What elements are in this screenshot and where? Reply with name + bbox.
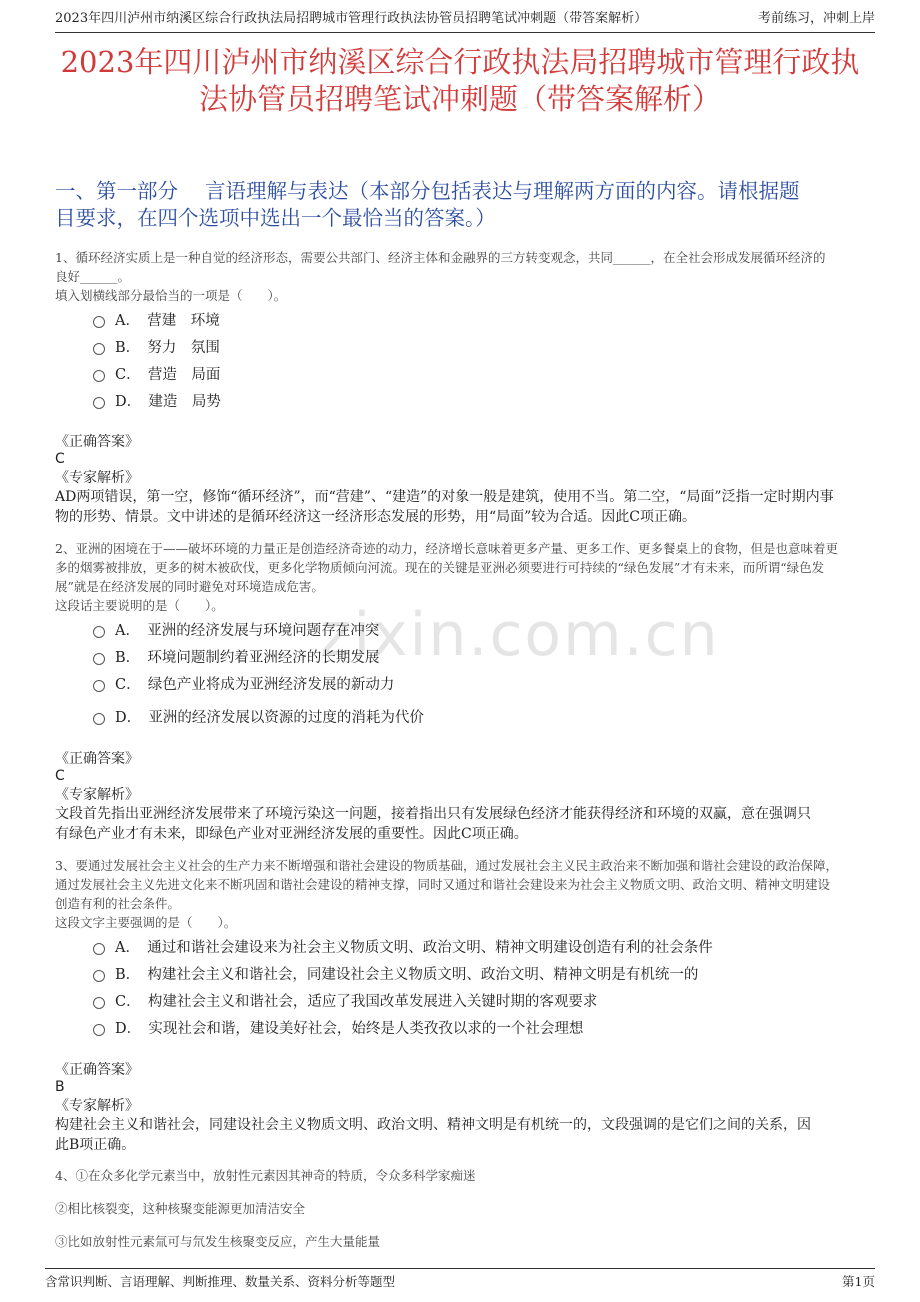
analysis-label: 《专家解析》 [55,787,139,803]
q3-option-a[interactable] [93,936,713,957]
option-label: D． 亚洲的经济发展以资源的过度的消耗为代价 [115,710,424,726]
page-header [55,10,875,33]
answer-value: B [55,1079,65,1095]
radio-icon[interactable] [93,343,105,355]
question-text: 1、循环经济实质上是一种自觉的经济形态，需要公共部门、经济主体和金融界的三方转变观念，共同______，在全社会形成发展循环经济的 [55,250,826,265]
option-label: B． 环境问题制约着亚洲经济的长期发展 [115,650,380,666]
q1-option-a[interactable] [93,309,220,330]
q2-option-c[interactable] [93,673,394,694]
option-label: D． 建造 局势 [115,394,221,410]
section-heading [55,178,865,232]
document-title [40,44,880,118]
analysis-text: 构建社会主义和谐社会，同建设社会主义物质文明、政治文明、精神文明是有机统一的，文段强调的是它们之间的关系，因 [55,1117,811,1133]
question-text: 多的烟雾被排放，更多的树木被砍伐，更多化学物质倾向河流。现在的关键是亚洲必须要进行可持续的“绿色发展”才有未来，而所谓“绿色发 [55,560,825,575]
question-text: 3、要通过发展社会主义社会的生产力来不断增强和谐社会建设的物质基础，通过发展社会主义民主政治来不断加强和谐社会建设的政治保障， [55,858,838,873]
header-slogan: 考前练习，冲刺上岸 [757,11,875,26]
option-label: A． 通过和谐社会建设来为社会主义物质文明、政治文明、精神文明建设创造有利的社会条件 [115,940,713,956]
radio-icon[interactable] [93,626,105,638]
q1-option-d[interactable] [93,390,221,411]
radio-icon[interactable] [93,370,105,382]
question-text: 创造有利的社会条件。 [55,896,181,911]
option-label: D． 实现社会和谐，建设美好社会，始终是人类孜孜以求的一个社会理想 [115,1021,584,1037]
answer-label: 《正确答案》 [55,434,139,450]
analysis-label: 《专家解析》 [55,470,139,486]
q4-line-1: 4、①在众多化学元素当中，放射性元素因其神奇的特质，令众多科学家痴迷 [55,1168,476,1183]
answer-value: C [55,768,65,784]
question-text: 良好______。 [55,269,131,284]
q3-option-b[interactable] [93,963,698,984]
page-footer [45,1268,875,1290]
question-3 [55,856,865,932]
q1-option-c[interactable] [93,363,220,384]
q2-answer-section [55,748,865,844]
answer-label: 《正确答案》 [55,1062,139,1078]
q4-line-3: ③比如放射性元素氚可与氘发生核聚变反应，产生大量能量 [55,1234,381,1249]
question-1 [55,248,865,305]
footer-topics: 含常识判断、言语理解、判断推理、数量关系、资料分析等题型 [45,1274,396,1289]
radio-icon[interactable] [93,943,105,955]
radio-icon[interactable] [93,970,105,982]
header-doc-title: 2023年四川泸州市纳溪区综合行政执法局招聘城市管理行政执法协管员招聘笔试冲刺题（带答案解析） [55,11,648,26]
document-title-line2: 法协管员招聘笔试冲刺题（带答案解析） [198,82,721,116]
question-prompt: 这段文字主要强调的是（ ）。 [55,915,237,930]
analysis-text: 此B项正确。 [55,1137,136,1153]
analysis-text: 有绿色产业才有未来，即绿色产业对亚洲经济发展的重要性。因此C项正确。 [55,826,528,842]
analysis-text: 文段首先指出亚洲经济发展带来了环境污染这一问题，接着指出只有发展绿色经济才能获得经济和环境的双赢，意在强调只 [55,806,811,822]
radio-icon[interactable] [93,316,105,328]
option-label: C． 营造 局面 [115,367,221,383]
analysis-text: AD两项错误，第一空，修饰“循环经济”，而“营建”、“建造”的对象一般是建筑，使用不当。第二空，“局面”泛指一定时期内事 [55,489,834,505]
question-text: 2、亚洲的困境在于——破坏环境的力量正是创造经济奇迹的动力，经济增长意味着更多产量、更多工作、更多餐桌上的食物，但是也意味着更 [55,541,838,556]
question-2 [55,539,865,615]
q3-option-d[interactable] [93,1017,583,1038]
question-text: 展”就是在经济发展的同时避免对环境造成危害。 [55,579,324,594]
question-prompt: 填入划横线部分最恰当的一项是（ ）。 [55,288,287,303]
question-text: 通过发展社会主义先进文化来不断巩固和谐社会建设的精神支撑，同时又通过和谐社会建设来为社会主义物质文明、政治文明、精神文明建设 [55,877,831,892]
option-label: A． 亚洲的经济发展与环境问题存在冲突 [115,623,380,639]
radio-icon[interactable] [93,997,105,1009]
radio-icon[interactable] [93,680,105,692]
q2-option-a[interactable] [93,619,379,640]
q3-option-c[interactable] [93,990,597,1011]
q4-line-2: ②相比核裂变，这种核聚变能源更加清洁安全 [55,1201,306,1216]
document-title-line1: 2023年四川泸州市纳溪区综合行政执法局招聘城市管理行政执 [60,45,860,79]
radio-icon[interactable] [93,713,105,725]
radio-icon[interactable] [93,653,105,665]
q1-option-b[interactable] [93,336,220,357]
watermark: zixin.com.cn [320,600,720,670]
q1-answer-section [55,431,865,527]
q3-answer-section [55,1059,865,1155]
question-prompt: 这段话主要说明的是（ ）。 [55,598,224,613]
radio-icon[interactable] [93,397,105,409]
option-label: B． 努力 氛围 [115,340,220,356]
option-label: A． 营建 环境 [115,313,220,329]
section-heading-line1: 一、第一部分 言语理解与表达（本部分包括表达与理解两方面的内容。请根据题 [55,179,800,203]
analysis-text: 物的形势、情景。文中讲述的是循环经济这一经济形态发展的形势，用“局面”较为合适。因此C项正确。 [55,509,697,525]
q2-option-b[interactable] [93,646,379,667]
answer-value: C [55,451,65,467]
option-label: B． 构建社会主义和谐社会，同建设社会主义物质文明、政治文明、精神文明是有机统一的 [115,967,699,983]
option-label: C． 构建社会主义和谐社会，适应了我国改革发展进入关键时期的客观要求 [115,994,598,1010]
analysis-label: 《专家解析》 [55,1098,139,1114]
page-number: 第1页 [842,1274,875,1289]
radio-icon[interactable] [93,1024,105,1036]
answer-label: 《正确答案》 [55,751,139,767]
section-heading-line2: 目要求，在四个选项中选出一个最恰当的答案。） [55,206,496,230]
option-label: C． 绿色产业将成为亚洲经济发展的新动力 [115,677,395,693]
q2-option-d[interactable] [93,706,424,727]
